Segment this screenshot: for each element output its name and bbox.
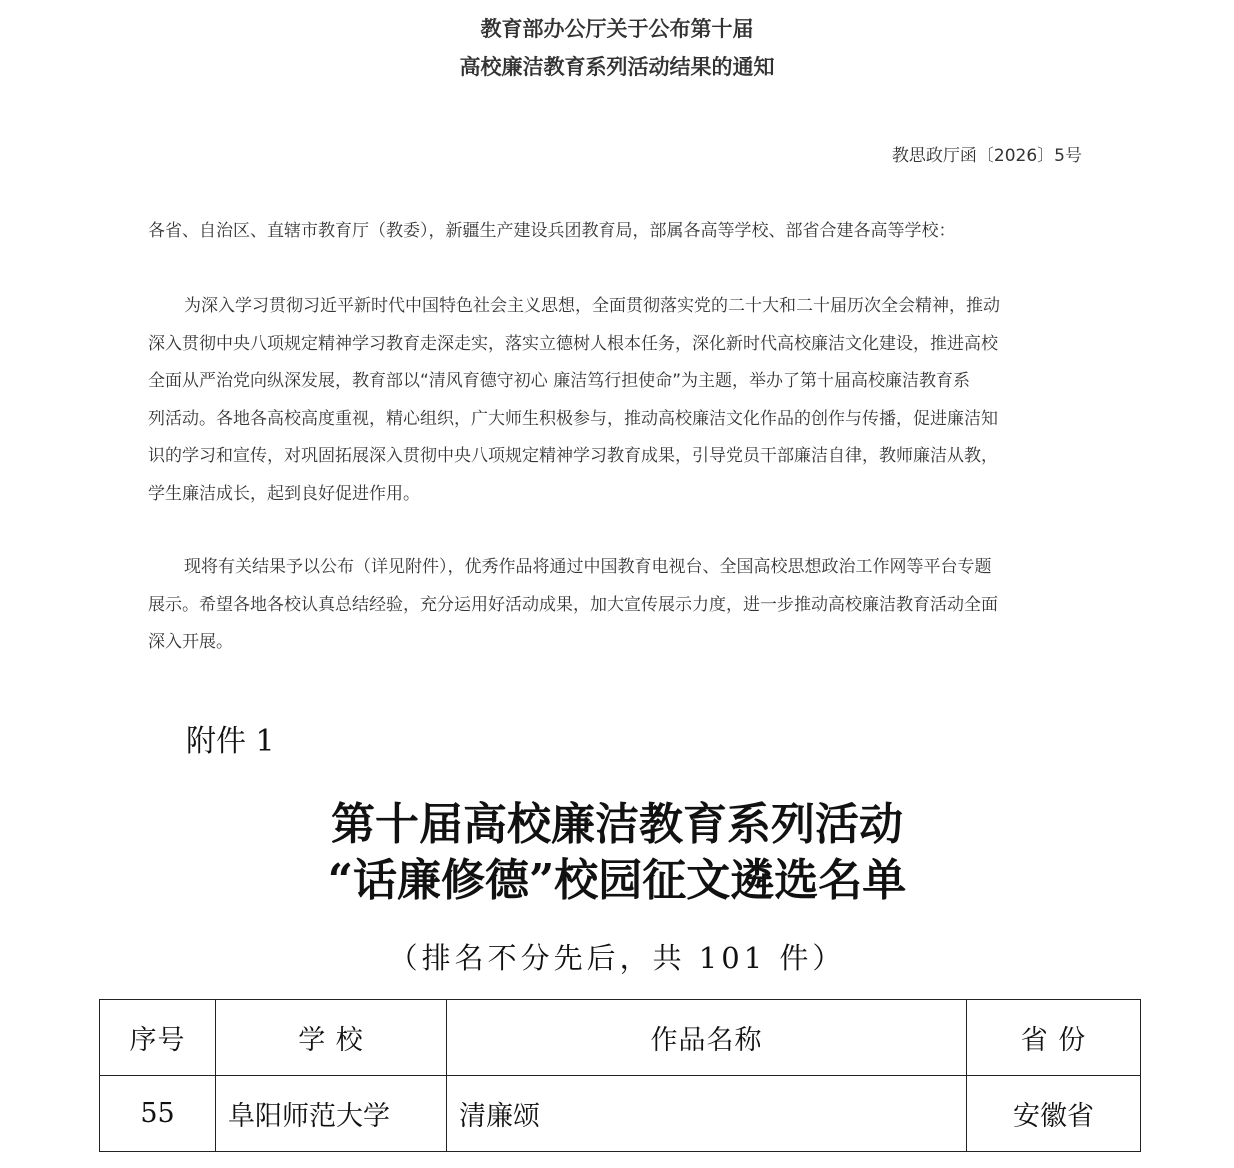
attachment-label: 附件 1 [186, 724, 275, 759]
list-title-line-2: “话廉修德”校园征文遴选名单 [327, 855, 907, 906]
results-table [99, 999, 1141, 1152]
cell-school: 阜阳师范大学 [216, 1076, 447, 1152]
list-title-line-1: 第十届高校廉洁教育系列活动 [331, 799, 903, 850]
paragraph-line: 全面从严治党向纵深发展，教育部以“清风育德守初心 廉洁笃行担使命”为主题，举办了第十届高校廉洁教育系 [148, 371, 971, 391]
paragraph-line: 为深入学习贯彻习近平新时代中国特色社会主义思想，全面贯彻落实党的二十大和二十届历次全会精神，推动 [184, 296, 1000, 316]
table-header-row [100, 1000, 1141, 1076]
paragraph-line: 列活动。各地各高校高度重视，精心组织，广大师生积极参与，推动高校廉洁文化作品的创作与传播，促进廉洁知 [148, 408, 998, 429]
notice-title [0, 10, 1234, 86]
paragraph-announcement [148, 549, 1082, 662]
cell-work: 清廉颂 [447, 1076, 967, 1152]
document-number: 教思政厅函〔2026〕5号 [891, 146, 1082, 166]
addressee: 各省、自治区、直辖市教育厅（教委），新疆生产建设兵团教育局，部属各高等学校、部省合建各高等学校： [148, 221, 956, 241]
paragraph-line: 现将有关结果予以公布（详见附件），优秀作品将通过中国教育电视台、全国高校思想政治工作网等平台专题 [184, 557, 992, 577]
table-row [100, 1076, 1141, 1152]
paragraph-line: 学生廉洁成长，起到良好促进作用。 [148, 483, 420, 504]
paragraph-line: 展示。希望各地各校认真总结经验，充分运用好活动成果，加大宣传展示力度，进一步推动高校廉洁教育活动全面 [148, 594, 998, 615]
paragraph-line: 深入开展。 [148, 632, 233, 652]
column-header-school: 学 校 [216, 1000, 447, 1076]
column-header-province: 省 份 [967, 1000, 1141, 1076]
cell-number: 55 [100, 1076, 216, 1152]
list-subtitle: （排名不分先后，共 101 件） [388, 941, 846, 975]
notice-title-line-2: 高校廉洁教育系列活动结果的通知 [459, 55, 775, 79]
paragraph-line: 深入贯彻中央八项规定精神学习教育走深走实，落实立德树人根本任务，深化新时代高校廉洁文化建设，推进高校 [148, 333, 998, 354]
column-header-number: 序号 [100, 1000, 216, 1076]
cell-province: 安徽省 [967, 1076, 1141, 1152]
paragraph-purpose [148, 288, 1082, 513]
paragraph-line: 识的学习和宣传，对巩固拓展深入贯彻中央八项规定精神学习教育成果，引导党员干部廉洁自律，教师廉洁从教， [148, 446, 998, 466]
column-header-work: 作品名称 [447, 1000, 967, 1076]
notice-title-line-1: 教育部办公厅关于公布第十届 [480, 17, 754, 41]
list-title [0, 797, 1234, 909]
